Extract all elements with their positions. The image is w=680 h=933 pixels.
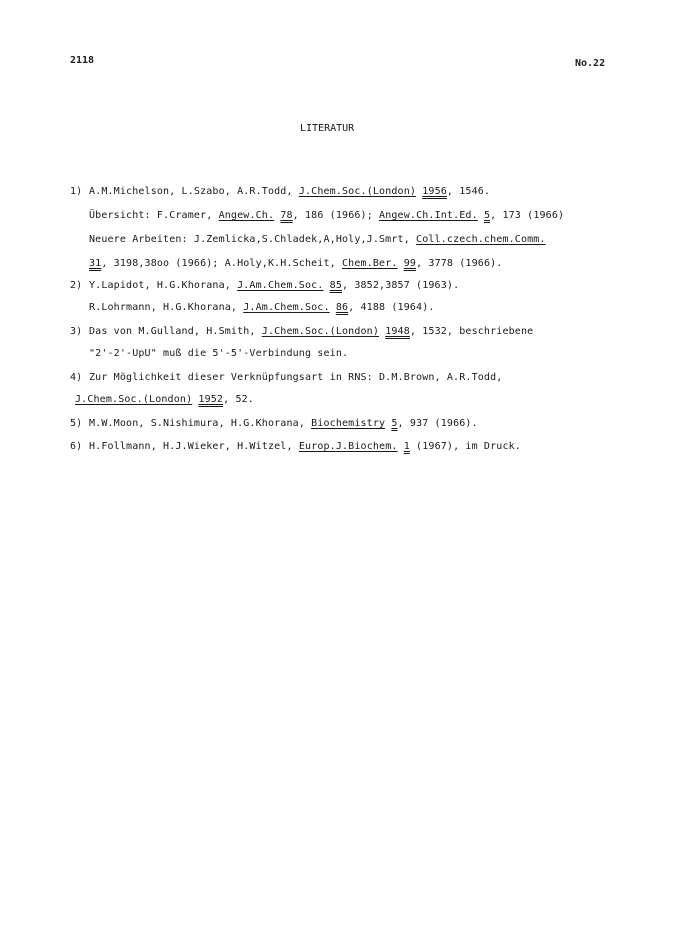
volume: 99 bbox=[403, 258, 417, 269]
reference-5-line-1 bbox=[70, 418, 478, 429]
ref-text: Übersicht: F.Cramer, bbox=[89, 210, 219, 221]
volume-year: 1948 bbox=[385, 326, 410, 337]
page-number: 2118 bbox=[70, 55, 95, 66]
journal-name: J.Chem.Soc.(London) bbox=[298, 186, 417, 197]
ref-details: , 3852,3857 (1963). bbox=[342, 280, 460, 291]
journal-name: Biochemistry bbox=[311, 418, 386, 429]
volume: 78 bbox=[280, 210, 293, 221]
volume-year: 1952 bbox=[198, 394, 224, 405]
ref-details: , 173 (1966) bbox=[490, 210, 565, 221]
ref-details: , 1546. bbox=[446, 186, 491, 197]
reference-4-line-1 bbox=[70, 372, 502, 383]
reference-1-line-2 bbox=[89, 210, 564, 221]
reference-2-line-1 bbox=[70, 280, 459, 291]
ref-authors: R.Lohrmann, H.G.Khorana, bbox=[89, 302, 244, 313]
ref-details: (1967), im Druck. bbox=[409, 441, 521, 452]
ref-details: , 3778 (1966). bbox=[416, 258, 503, 269]
ref-authors: Das von M.Gulland, H.Smith, bbox=[89, 326, 262, 337]
reference-number: 1) bbox=[70, 186, 83, 197]
journal-issue-number: No.22 bbox=[575, 58, 606, 69]
ref-text: Zur Möglichkeit dieser Verknüpfungsart in RNS: D.M.Brown, A.R.Todd, bbox=[89, 372, 503, 383]
ref-text: Neuere Arbeiten: J.Zemlicka,S.Chladek,A,Holy,J.Smrt, bbox=[89, 234, 417, 245]
reference-1-line-1 bbox=[70, 186, 490, 197]
journal-name: Europ.J.Biochem. bbox=[298, 441, 398, 452]
journal-name: Chem.Ber. bbox=[342, 258, 398, 269]
ref-authors: H.Follmann, H.J.Wieker, H.Witzel, bbox=[89, 441, 299, 452]
reference-6-line-1 bbox=[70, 441, 521, 452]
reference-number: 2) bbox=[70, 280, 83, 291]
reference-3-line-2 bbox=[89, 348, 348, 359]
ref-authors: Y.Lapidot, H.G.Khorana, bbox=[89, 280, 238, 291]
volume: 85 bbox=[329, 280, 342, 291]
reference-number: 6) bbox=[70, 441, 83, 452]
journal-name: J.Am.Chem.Soc. bbox=[243, 302, 330, 313]
ref-text: "2'-2'-UpU" muß die 5'-5'-Verbindung sein. bbox=[89, 348, 349, 359]
ref-details: , 3198,38oo (1966); A.Holy,K.H.Scheit, bbox=[101, 258, 342, 269]
ref-details: , 52. bbox=[223, 394, 254, 405]
journal-name: J.Chem.Soc.(London) bbox=[75, 394, 193, 405]
reference-number: 3) bbox=[70, 326, 83, 337]
section-title: LITERATUR bbox=[300, 123, 355, 134]
reference-3-line-1 bbox=[70, 326, 533, 337]
ref-details: , 1532, beschriebene bbox=[409, 326, 534, 337]
reference-4-line-2 bbox=[75, 394, 254, 405]
reference-2-line-2 bbox=[89, 302, 435, 313]
volume: 86 bbox=[335, 302, 349, 313]
reference-number: 4) bbox=[70, 372, 83, 383]
journal-name: Angew.Ch.Int.Ed. bbox=[379, 210, 478, 221]
journal-name: Coll.czech.chem.Comm. bbox=[416, 234, 546, 245]
volume: 5 bbox=[391, 418, 398, 429]
reference-number: 5) bbox=[70, 418, 83, 429]
journal-name: Angew.Ch. bbox=[218, 210, 275, 221]
ref-details: , 937 (1966). bbox=[397, 418, 478, 429]
reference-1-line-3 bbox=[89, 234, 546, 245]
ref-authors: A.M.Michelson, L.Szabo, A.R.Todd, bbox=[89, 186, 299, 197]
ref-authors: M.W.Moon, S.Nishimura, H.G.Khorana, bbox=[89, 418, 312, 429]
volume: 31 bbox=[89, 258, 102, 269]
volume-year: 1956 bbox=[422, 186, 447, 197]
volume: 5 bbox=[483, 210, 491, 221]
volume: 1 bbox=[403, 441, 410, 452]
journal-name: J.Am.Chem.Soc. bbox=[237, 280, 324, 291]
ref-details: , 4188 (1964). bbox=[348, 302, 435, 313]
reference-1-line-4 bbox=[89, 258, 502, 269]
ref-details: , 186 (1966); bbox=[292, 210, 380, 221]
journal-name: J.Chem.Soc.(London) bbox=[261, 326, 380, 337]
